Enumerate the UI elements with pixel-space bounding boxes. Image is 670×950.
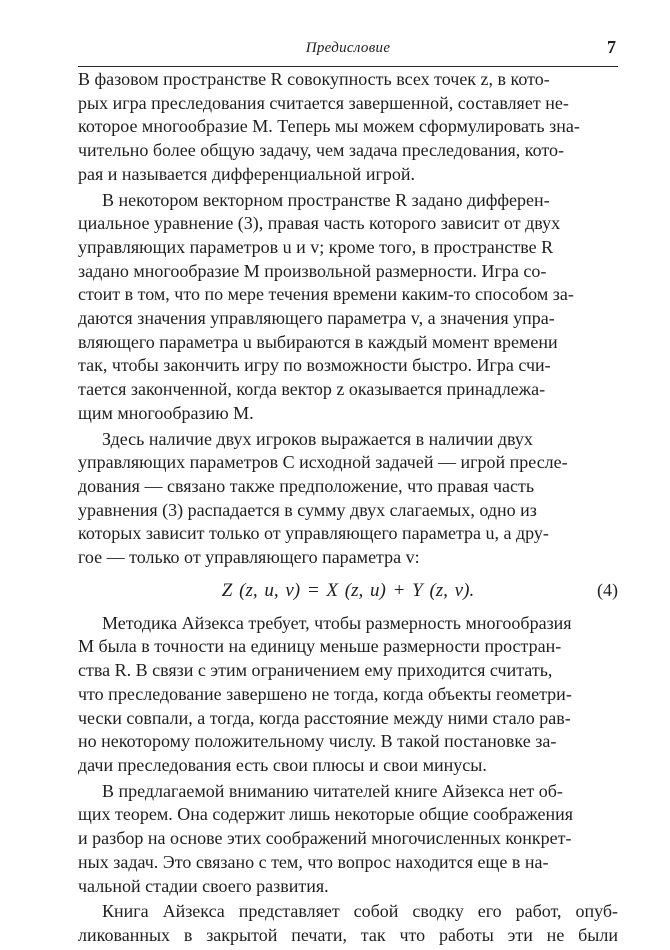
text-line: дачи преследования есть свои плюсы и свои минусы. (78, 754, 487, 775)
text-line: вляющего параметра u выбираются в каждый момент времени (78, 331, 558, 352)
running-header (78, 38, 618, 67)
paragraph-5 (78, 780, 618, 899)
page-number: 7 (607, 37, 616, 57)
paragraph-2 (78, 189, 618, 426)
text-line: даются значения управляющего параметра v, а значения упра- (78, 308, 555, 329)
paragraph-4 (78, 612, 618, 778)
text-line: щим многообразию M. (78, 402, 254, 423)
text-line: уравнения (3) распадается в сумму двух слагаемых, одно из (78, 499, 537, 520)
text-line: ства R. В связи с этим ограничением ему приходится считать, (78, 660, 553, 681)
text-line: В фазовом пространстве R совокупность всех точек z, в кото- (78, 69, 550, 89)
text-line: ликованных в закрытой печати, так что работы эти не были (78, 924, 618, 945)
text-line: ных задач. Это связано с тем, что вопрос находится еще в на- (78, 851, 549, 872)
text-line: циальное уравнение (3), правая часть которого зависит от двух (78, 213, 561, 234)
paragraph-6 (78, 900, 618, 947)
text-line: и разбор на основе этих соображений многочисленных конкрет- (78, 828, 572, 849)
text-line: чальной стадии своего развития. (78, 875, 329, 896)
text-line: рая и называется дифференциальной игрой. (78, 163, 415, 184)
text-line: так, чтобы закончить игру по возможности быстро. Игра счи- (78, 355, 551, 376)
formula-4 (78, 570, 618, 612)
text-line: управляющих параметров u и v; кроме того, в пространстве R (78, 236, 554, 257)
formula-expression: Z (z, u, v) = X (z, u) + Y (z, v). (221, 579, 475, 601)
formula-number: (4) (597, 579, 618, 600)
text-line: рых игра преследования считается завершенной, составляет не- (78, 92, 569, 113)
text-line: щих теорем. Она содержит лишь некоторые общие соображения (78, 804, 574, 825)
running-title: Предисловие (305, 40, 391, 56)
text-line: стоит в том, что по мере течения времени каким-то способом за- (78, 284, 574, 305)
text-line: В предлагаемой вниманию читателей книге Айзекса нет об- (102, 780, 563, 801)
text-line: В некотором векторном пространстве R задано дифферен- (102, 189, 550, 210)
paragraph-1 (78, 68, 618, 187)
text-line: дования — связано также предположение, что правая часть (78, 475, 535, 496)
text-line: которых зависит только от управляющего параметра u, а дру- (78, 523, 549, 544)
text-line: Здесь наличие двух игроков выражается в наличии двух (102, 428, 533, 449)
paragraph-3 (78, 428, 618, 570)
text-line: тается законченной, когда вектор z оказывается принадлежа- (78, 379, 546, 400)
text-line: но некоторому положительному числу. В такой постановке за- (78, 731, 557, 752)
text-line: чески совпали, а тогда, когда расстояние между ними стало рав- (78, 707, 571, 728)
text-line: управляющих параметров С исходной задачей — игрой пресле- (78, 452, 568, 473)
text-line: Книга Айзекса представляет собой сводку его работ, опуб- (102, 901, 618, 922)
text-line: гое — только от управляющего параметра v: (78, 547, 420, 568)
text-line: которое многообразие M. Теперь мы можем сформулировать зна- (78, 116, 580, 137)
text-line: Методика Айзекса требует, чтобы размерность многообразия (102, 612, 572, 633)
text-line: что преследование завершено не тогда, когда объекты геометри- (78, 683, 572, 704)
text-line: M была в точности на единицу меньше размерности простран- (78, 636, 562, 657)
text-line: задано многообразие M произвольной размерности. Игра со- (78, 260, 547, 281)
body-text (78, 68, 618, 948)
text-line: чительно более общую задачу, чем задача преследования, кото- (78, 140, 564, 161)
